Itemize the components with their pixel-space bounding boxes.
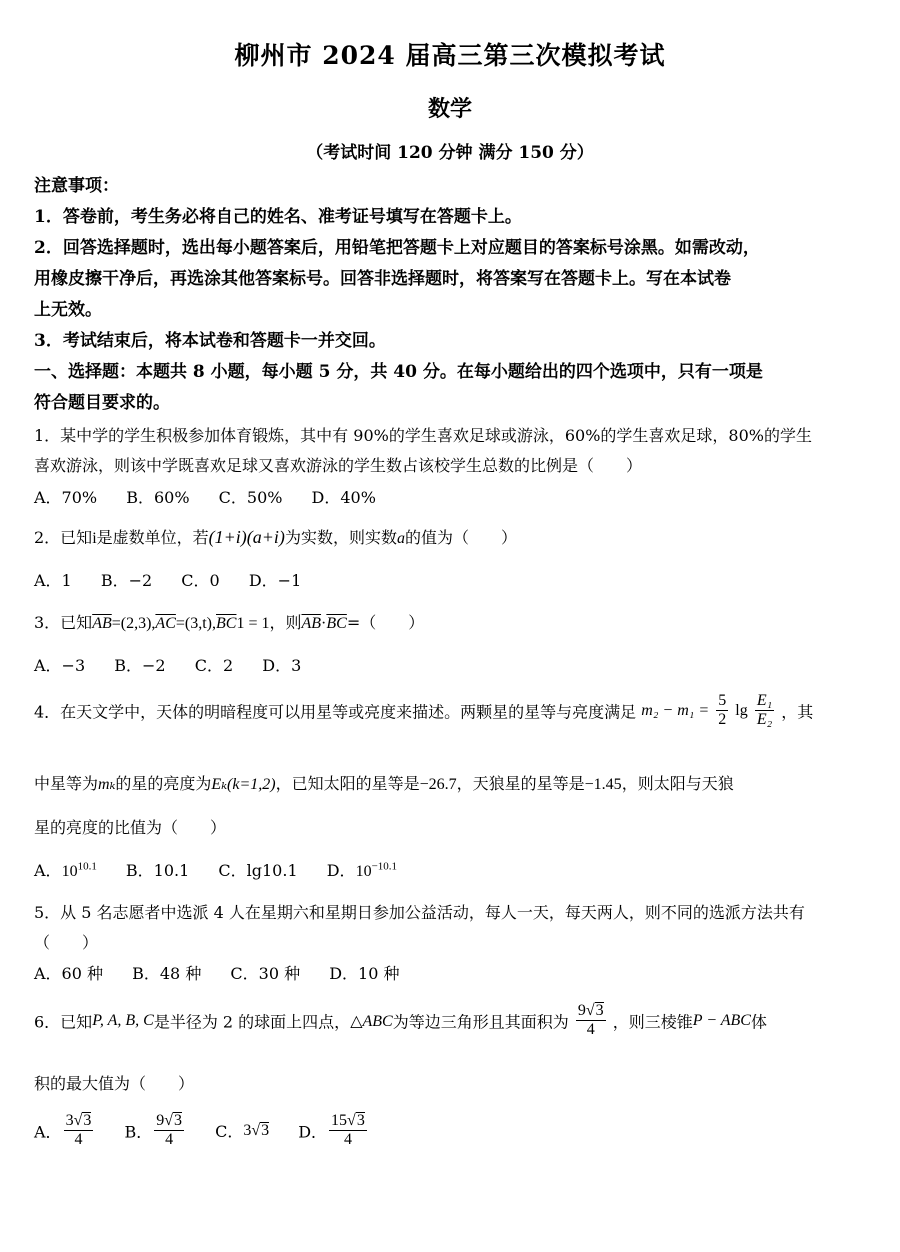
- option-c: C．3√3: [215, 1121, 270, 1142]
- option-d: D． $\frac{15√3}{4}$: [298, 1112, 365, 1149]
- question-6-line-2: 积的最大值为（ ）: [34, 1074, 195, 1093]
- option-d: D．40%: [311, 488, 376, 507]
- option-d: D．3: [262, 656, 302, 675]
- fraction-five-halves: $\frac{5}{2}$: [718, 692, 727, 729]
- question-2-options: [34, 568, 325, 591]
- question-5-line-1: 5．从 5 名志愿者中选派 4 人在星期六和星期日参加公益活动，每人一天，每天两人，则不同的选派方法共有: [34, 903, 805, 922]
- subject-title: 数学: [427, 96, 472, 122]
- question-1-options: [34, 485, 400, 508]
- magnitude-formula: m₂ − m₁ =: [641, 701, 710, 719]
- exam-info: （考试时间 120 分钟 满分 150 分）: [306, 143, 594, 163]
- option-c: C．2: [194, 656, 234, 675]
- option-a: A．70%: [34, 488, 98, 507]
- option-a: A． $\frac{3√3}{4}$: [34, 1112, 92, 1149]
- vector-ac: $\overline{AC}$: [155, 615, 176, 632]
- option-a: A．60 种: [34, 964, 104, 983]
- complex-expression: (1+i)(a+i): [208, 527, 285, 547]
- option-c: C．lg10.1: [218, 861, 298, 880]
- fraction-e1-e2: $\frac{\text{E₁}}{\text{E₂}}$: [756, 692, 773, 729]
- option-c: C．0: [181, 571, 220, 590]
- option-d: D．−1: [248, 571, 302, 590]
- notice-heading: 注意事项：: [34, 176, 119, 196]
- option-a: A．$10^{10.1}$: [34, 860, 97, 880]
- question-4-line-1: 4．在天文学中，天体的明暗程度可以用星等或亮度来描述。两颗星的星等与亮度满足 m₂ − m₁ = $\frac{5}{2}$ lg $\frac{\text{E₁}}{\text{E₂}}$ ，其: [34, 692, 814, 729]
- option-c: C．50%: [218, 488, 283, 507]
- option-d: D．$10^{-10.1}$: [326, 860, 398, 880]
- notice-item-2-line-1: 2．回答选择题时，选出每小题答案后，用铅笔把答题卡上对应题目的答案标号涂黑。如需改动，: [34, 238, 760, 258]
- question-1-line-1: 1．某中学的学生积极参加体育锻炼，其中有 90%的学生喜欢足球或游泳，60%的学生喜欢足球，80%的学生: [34, 426, 812, 445]
- question-4-options: [34, 858, 421, 881]
- notice-item-2-line-2: 用橡皮擦干净后，再选涂其他答案标号。回答非选择题时，将答案写在答题卡上。写在本试卷: [34, 269, 731, 289]
- question-6-line-1: 6．已知P, A, B, C是半径为 2 的球面上四点，△ABC为等边三角形且其面积为 $\frac{9√3}{4}$ ，则三棱锥P − ABC体: [34, 1002, 767, 1039]
- option-b: B．10.1: [125, 861, 190, 880]
- notice-item-2-line-3: 上无效。: [34, 300, 102, 320]
- area-fraction: $\frac{9√3}{4}$: [577, 1002, 604, 1039]
- option-a: A．1: [34, 571, 72, 590]
- question-5-line-2: （ ）: [34, 933, 99, 952]
- option-d: D．10 种: [329, 964, 400, 983]
- option-b: B．48 种: [132, 964, 202, 983]
- option-b: B．60%: [126, 488, 190, 507]
- question-2-stem: 2．已知i是虚数单位，若(1+i)(a+i)为实数，则实数a的值为（ ）: [34, 527, 517, 547]
- question-1-line-2: 喜欢游泳，则该中学既喜欢足球又喜欢游泳的学生数占该校学生总数的比例是（ ）: [34, 456, 643, 475]
- notice-item-1: 1．答卷前，考生务必将自己的姓名、准考证号填写在答题卡上。: [34, 207, 522, 227]
- option-c: C．30 种: [230, 964, 301, 983]
- vector-bc: $\overline{BC}$: [216, 615, 237, 632]
- option-b: B．−2: [100, 571, 153, 590]
- option-a: A．−3: [34, 656, 86, 675]
- question-3-stem: 3．已知$\overline{AB}=(2,3),\overline{AC}=(3,t),\overline{BC}1 = 1$，则$\overline{AB}\cdot\overline{BC}=$（ ）: [34, 613, 425, 632]
- question-3-options: [34, 653, 325, 676]
- question-4-line-2: 中星等为mₖ的星的亮度为Eₖ(k=1,2)，已知太阳的星等是−26.7，天狼星的星等是−1.45，则太阳与天狼: [34, 774, 734, 793]
- section-1-heading: 一、选择题：本题共 8 小题，每小题 5 分，共 40 分。在每小题给出的四个选项中，只有一项是: [34, 362, 763, 382]
- question-4-line-3: 星的亮度的比值为（ ）: [34, 818, 227, 837]
- section-1-heading-cont: 符合题目要求的。: [34, 393, 170, 413]
- option-b: B．−2: [114, 656, 166, 675]
- question-6-options: [34, 1112, 393, 1150]
- exam-title: 柳州市 2024 届高三第三次模拟考试: [234, 41, 666, 70]
- question-5-options: [34, 961, 424, 984]
- vector-ab: $\overline{AB}$: [92, 615, 112, 632]
- option-b: B． $\frac{9√3}{4}$: [124, 1112, 182, 1149]
- notice-item-3: 3．考试结束后，将本试卷和答题卡一并交回。: [34, 331, 386, 351]
